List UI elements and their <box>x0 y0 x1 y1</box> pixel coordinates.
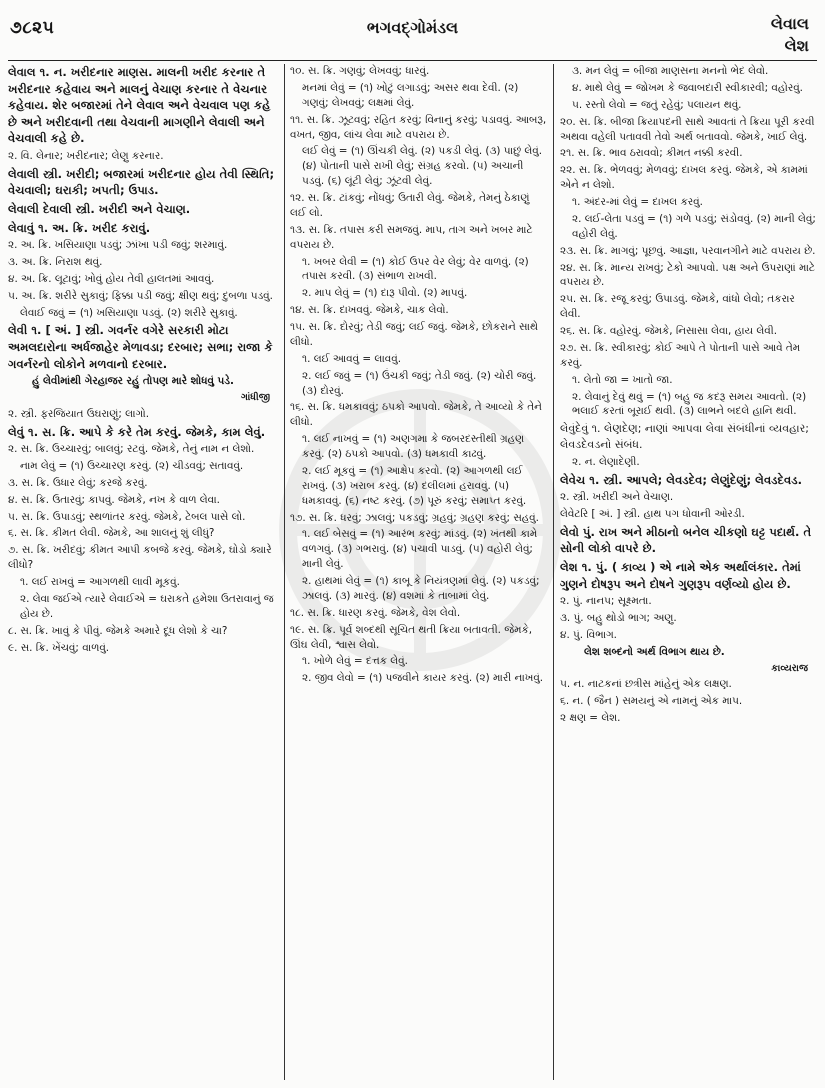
dictionary-sense: ૨. હાથમાં લેવું = (૧) કાબૂ કે નિયંત્રણમાં લેવું. (૨) પકડવું; ઝાલવું. (૩) મારવું. (૪) વશમાં કે તાબામાં લેવું. <box>302 575 540 602</box>
dictionary-sense: ૨૩. સ. ક્રિ. માગવું; પૂછવું. આજ્ઞા, પરવાનગીને માટે વપરાય છે. <box>560 244 816 257</box>
dictionary-headword-entry: લેવો પું. રાખ અને મીઠાનો બનેલ ચીકણો ઘટ્ટ પદાર્થ. તે સોની લોકો વાપરે છે. <box>560 524 812 556</box>
dictionary-sense: ૧. લઈ આવવું = લાવવું. <box>302 352 402 365</box>
dictionary-sense: ૨. જીવ લેવો = (૧) પજવીને કાયર કરવું. (૨) મારી નાખવું. <box>302 672 544 685</box>
example-quote: લેશ શબ્દનો અર્થ વિભાગ થાય છે. <box>584 645 725 658</box>
dictionary-sense: ૧૪. સ. ક્રિ. દાખવવું. જેમકે, ચાક લેવો. <box>290 304 449 317</box>
dictionary-sense: ૨. લઈ જવું = (૧) ઉંચકી જવું; તેડી જવું. (૨) ચોરી જવું. (૩) દોરવું. <box>302 369 537 397</box>
example-quote: હું લેવીમાંથી ગેરહાજર રહું તોપણ મારે શોધવું પડે. <box>32 375 234 388</box>
dictionary-sense: ૧. લેતો જા = ખાતો જા. <box>572 373 673 386</box>
dictionary-sense: ૫. સ. ક્રિ. ઉપાડવું; સ્થળાંતર કરવું. જેમકે, ટેબલ પાસે લો. <box>8 510 246 523</box>
header-rule <box>8 60 817 61</box>
dictionary-sense: ૧. લઈ નાખવું = (૧) અણગમા કે જબરદસ્તીથી ગ્રહણ કરવું. (૨) ઠપકો આપવો. (૩) ધમકાવી કાઢવું. <box>302 433 525 460</box>
dictionary-sense: ૪. સ. ક્રિ. ઉતારવું; કાપવું. જેમકે, નખ કે વાળ લેવા. <box>8 493 220 506</box>
dictionary-sense: ૨. સ્ત્રી. ફરજિયાત ઉઘરાણું; લાગો. <box>8 407 150 420</box>
dictionary-sense: ૨૪. સ. ક્રિ. માન્ય રાખવું; ટેકો આપવો. પક્ષ અને ઉપરાણાં માટે વપરાય છે. <box>560 261 815 289</box>
citation-source: ગાંધીજી <box>241 392 270 404</box>
dictionary-headword-entry: લેવાલી સ્ત્રી. ખરીદી; બજારમાં ખરીદનાર હોય તેવી સ્થિતિ; વેચવાલી; ઘરાકી; ખપતી; ઉપાડ. <box>8 166 275 198</box>
dictionary-sense: ૩. મન લેવું = બીજા માણસના મનનો ભેદ લેવો. <box>572 65 769 77</box>
dictionary-sense: ૧૫. સ. ક્રિ. દોરવું; તેડી જવું; લઈ જવું. જેમકે, છોકરાને સાથે લીધો. <box>290 321 538 348</box>
dictionary-sense: ૪. પું. વિભાગ. <box>560 628 617 641</box>
column-divider <box>284 64 285 1080</box>
dictionary-sense: ૧. ખોળે લેવું = દત્તક લેવું. <box>302 655 408 668</box>
dictionary-sense: ૨ ક્ષણ = લેશ. <box>560 712 621 725</box>
dictionary-sense: ૧. લઈ રાખવું = આગળથી લાવી મૂકવું. <box>20 576 180 589</box>
dictionary-sense: ૨૦. સ. ક્રિ. બીજા ક્રિયાપદની સાથે આવતાં તે ક્રિયા પૂરી કરવી અથવા વહેલી પતાવવી તેવો અર્થ બતાવવો. જેમકે, ખાઈ લેવું. <box>560 115 815 143</box>
dictionary-headword-entry: લેવાલ ૧. ન. ખરીદનાર માણસ. માલની ખરીદ કરનાર તે ખરીદનાર કહેવાય અને માલનું વેચાણ કરનાર તે વેચનાર કહેવાય. શેર બજારમાં તેને લેવાલ અને વેચવાલ પણ કહે છે અને ખરીદવાની તથા વેચવાની માગણીને લેવાલી અને વેચવાલી કહે છે. <box>8 65 271 146</box>
dictionary-headword-entry: લેવુંદેવું ૧. લેણદેણ; નાણાં આપવા લેવા સંબંધીનાં વ્યવહાર; લેવડદેવડનો સંબંધ. <box>560 422 809 451</box>
column-right <box>560 64 818 1080</box>
dictionary-sense: ૨. માપ લેવું = (૧) દારૂ પીવો. (૨) માપવું. <box>302 287 468 300</box>
dictionary-sense: ૧. અંદર-માં લેવું = દાખલ કરવું. <box>572 196 703 208</box>
dictionary-sense: ૧૮. સ. ક્રિ. ધારણ કરવું. જેમકે, વેશ લેવો. <box>290 606 461 619</box>
dictionary-sense: નામ લેવું = (૧) ઉચ્ચારણ કરવું. (૨) ચીડવવું; સતાવવું. <box>20 459 244 472</box>
dictionary-sense: ૧૩. સ. ક્રિ. તપાસ કરી સમજવું. માપ, તાગ અને ખબર માટે વપરાય છે. <box>290 223 533 251</box>
dictionary-headword-entry: લેવાલી દેવાલી સ્ત્રી. ખરીદી અને વેચાણ. <box>8 201 191 216</box>
guide-word-first: લેવાલ <box>770 14 809 33</box>
dictionary-sense: લઈ લેવું = (૧) ઊંચકી લેવું. (૨) પકડી લેવું. (૩) પાછું લેવું. (૪) પોતાની પાસે રાખી લેવું; સંગ્રહ કરવો. (૫) અચાની પડવું. (૬) લૂંટી લેવું; ઝૂંટવી લેવું. <box>302 145 543 188</box>
dictionary-sense: લેવેટરિ [ અં. ] સ્ત્રી. હાથ પગ ધોવાની ઓરડી. <box>560 508 745 521</box>
dictionary-sense: ૫. રસ્તો લેવો = જતું રહેવું; પલાયન થવું. <box>572 98 742 111</box>
dictionary-sense: ૨૭. સ. ક્રિ. સ્વીકારવું; કોઈ આપે તે પોતાની પાસે આવે તેમ કરવું. <box>560 341 801 369</box>
page-number: ૭૮૨૫ <box>10 18 55 38</box>
dictionary-sense: ૨૫. સ. ક્રિ. રજૂ કરવું; ઉપાડવું. જેમકે, વાંધો લેવો; તકરાર લેવી. <box>560 293 795 321</box>
dictionary-sense: ૧૨. સ. ક્રિ. ટાંકવું; નોંધવું; ઉતારી લેવું. જેમકે, તેમનું ઠેકાણું લઈ લો. <box>290 192 530 219</box>
dictionary-sense: ૧૬. સ. ક્રિ. ધમકાવવું; ઠપકો આપવો. જેમકે, તે આવ્યો કે તેને લીધો. <box>290 401 542 429</box>
column-middle <box>290 64 548 1080</box>
dictionary-sense: ૨. અ. ક્રિ. ખસિયાણા પડવું; ઝાંખા પડી જવું; શરમાવું. <box>8 239 228 252</box>
dictionary-sense: ૯. સ. ક્રિ. ખેંચવું; વાળવું. <box>8 641 110 654</box>
dictionary-sense: ૨. વિ. લેનાર; ખરીદનાર; લેણુ કરનાર. <box>8 149 164 162</box>
dictionary-sense: ૨૨. સ. ક્રિ. ભેળવવું; મેળવવું; દાખલ કરવું. જેમકે, એ કામમાં એને ન લેશો. <box>560 164 808 192</box>
dictionary-sense: ૧. લઈ બેસવું = (૧) આરંભ કરવું; માંડવું. (૨) ખંતથી કામે વળગવું. (૩) ગભરાવું. (૪) પચાવી પાડવું. (૫) વહોરી લેવું; માની લેવું. <box>302 528 538 571</box>
column-divider <box>553 64 554 1080</box>
book-title: ભગવદ્ગોમંડલ <box>366 18 459 37</box>
dictionary-sense: ૮. સ. ક્રિ. ખાવું કે પીવું. જેમકે અમારે દૂધ લેશો કે ચા? <box>8 624 228 637</box>
dictionary-headword-entry: લેવું ૧. સ. ક્રિ. આપે કે કરે તેમ કરવું. જેમકે, કામ લેવું. <box>8 424 266 439</box>
dictionary-sense: ૪. અ. ક્રિ. લૂટાવું; ખોવું હોય તેવી હાલતમાં આવવું. <box>8 272 215 285</box>
dictionary-sense: ૧. ખબર લેવી = (૧) કોઈ ઉપર વેર લેવું; વેર વાળવું. (૨) તપાસ કરવી. (૩) સંભાળ રાખવી. <box>302 255 529 283</box>
dictionary-sense: ૨. સ્ત્રી. ખરીદી અને વેચાણ. <box>560 491 674 504</box>
dictionary-sense: ૨. લેવાનું દેવું થવું = (૧) બહુ જ કદરૂ સમય આવતો. (૨) ભલાઈ કરતાં બૂરાઈ થવી. (૩) લાભને બદલે હાનિ થવી. <box>572 390 807 418</box>
dictionary-headword-entry: લેવેચ ૧. સ્ત્રી. આપલે; લેવડદેવ; લેણુંદેણું; લેવડદેવડ. <box>560 472 803 487</box>
dictionary-sense: ૭. સ. ક્રિ. ખરીદવું; કીમત આપી કબજે કરવું. જેમકે, ઘોડો ક્યારે લીધો? <box>8 544 272 572</box>
dictionary-sense: ૧૭. સ. ક્રિ. ધરવું; ઝાલવું; પકડવું; ગ્રહવું; ગ્રહણ કરવું; સહવું. <box>290 511 539 524</box>
dictionary-sense: લેવાઈ જવું = (૧) ખસિયાણા પડવું. (૨) શરીરે સુકાવું. <box>20 306 238 319</box>
dictionary-sense: ૫. ન. નાટકનાં છત્રીસ માંહેનું એક લક્ષણ. <box>560 678 732 691</box>
dictionary-sense: ૨. સ. ક્રિ. ઉચ્ચારવું; બાલવું; રટવું. જેમકે, તેનું નામ ન લેશો. <box>8 443 255 456</box>
dictionary-sense: ૩. સ. ક્રિ. ઉધાર લેવું; કરજે કરવું. <box>8 476 148 489</box>
dictionary-sense: ૫. અ. ક્રિ. શરીરે સુકાવું; ફિક્કા પડી જવું; ક્ષીણ થવું; દુબળા પડવું. <box>8 289 273 302</box>
dictionary-sense: ૨. લેવા જઈએ ત્યારે લેવાઈએ = ઘરાકતે હમેશા ઉતરાવાનું જ હોય છે. <box>20 592 274 620</box>
page-header <box>0 0 825 62</box>
dictionary-sense: ૨. લઈ મૂકવું = (૧) આક્ષેપ કરવો. (૨) આગળથી લઈ રાખવું. (૩) ખરાબ કરવું. (૪) દલીલમાં હરાવવું. (૫) ધમકાવવું. (૬) નષ્ટ કરવું. (૭) પૂરું કરવું; સમાપ્ત કરવું. <box>302 464 527 507</box>
dictionary-headword-entry: લેશ ૧. પું. ( કાવ્ય ) એ નામે એક અર્થાલંકાર. તેમાં ગુણને દોષરૂપ અને દોષને ગુણરૂપ વર્ણવ્યો હોય છે. <box>560 560 801 591</box>
dictionary-headword-entry: લેવી ૧. [ અં. ] સ્ત્રી. ગવર્નર વગેરે સરકારી મોટા અમલદારોના અર્ધજાહેર મેળાવડા; દરબાર; સભા; રાજા કે ગવર્નરનો લોકોને મળવાનો દરબાર. <box>8 323 273 371</box>
dictionary-sense: ૧૧. સ. ક્રિ. ઝૂટવવું; રહિત કરવું; વિનાનું કરવું; પડાવવું. આબરૂ, વખત, જીવ, લાંચ લેવા માટે વપરાય છે. <box>290 113 547 141</box>
dictionary-sense: મનમાં લેવું = (૧) ખોટું લગાડવું; અસર થવા દેવી. (૨) ગણવું; લેખવવું; લક્ષમાં લેવું. <box>302 81 519 109</box>
dictionary-sense: ૨. ન. લેણાદેણી. <box>572 455 640 468</box>
dictionary-sense: ૪. માથે લેવું = જોખમ કે જવાબદારી સ્વીકારવી; વહોરવું. <box>572 81 803 94</box>
dictionary-headword-entry: લેવાવું ૧. અ. ક્રિ. ખરીદ કરાવું. <box>8 220 151 235</box>
citation-source: કાવ્યરાજ <box>771 662 808 674</box>
dictionary-sense: ૧૦. સ. ક્રિ. ગણવું; લેખવવું; ધારવું. <box>290 65 430 77</box>
dictionary-sense: ૨૧. સ. ક્રિ. ભાવ ઠરાવવો; કીમત નક્કી કરવી. <box>560 147 743 160</box>
dictionary-sense: ૩. પું. બહુ થોડો ભાગ; અણુ. <box>560 612 677 625</box>
dictionary-sense: ૬. સ. ક્રિ. કીમત લેવી. જેમકે, આ શાલનું શું લીધું? <box>8 527 215 540</box>
column-left <box>8 64 280 1080</box>
dictionary-sense: ૨. લઈ-લેતા પડવું = (૧) ગળે પડવું; સંડોવવું. (૨) માની લેવું; વહોરી લેવું. <box>572 212 816 240</box>
guide-word-last: લેશ <box>784 36 809 55</box>
dictionary-sense: ૨૬. સ. ક્રિ. વહોરવું. જેમકે, નિસાસા લેવા, હાય લેવી. <box>560 325 777 337</box>
dictionary-sense: ૨. પું. નાનપ; સૂક્ષ્મતા. <box>560 595 652 608</box>
dictionary-sense: ૬. ન. ( જૈન ) સમયનું એ નામનું એક માપ. <box>560 695 743 708</box>
dictionary-sense: ૧૯. સ. ક્રિ. પૂર્વ શબ્દથી સૂચિત થતી ક્રિયા બતાવતી. જેમકે, ઊંઘ લેવી, શ્વાસ લેવો. <box>290 623 533 651</box>
dictionary-sense: ૩. અ. ક્રિ. નિરાશ થવું. <box>8 255 103 268</box>
